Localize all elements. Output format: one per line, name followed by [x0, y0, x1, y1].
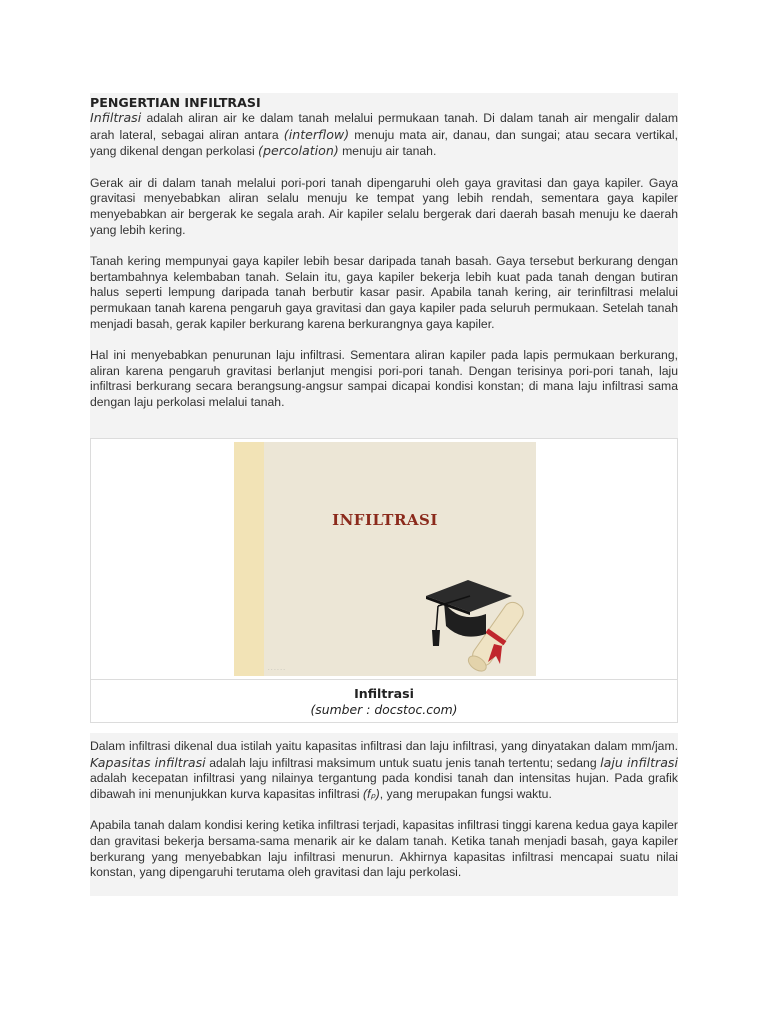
article-top-section — [90, 93, 678, 438]
paragraph-dry-soil: Tanah kering mempunyai gaya kapiler lebih besar daripada tanah basah. Gaya tersebut berkurang dengan bertambahnya kelembaban tanah. Selain itu, gaya kapiler bekerja lebih kuat pada tanah dengan butiran halus seperti lempung daripada tanah berbutir kasar pasir. Apabila tanah kering, air terinfiltrasi melalui permukaan tanah karena pengaruh gaya gravitasi dan gaya kapiler pada seluruh permukaan. Setelah tanah menjadi basah, gerak kapiler berkurang karena berkurangnya gaya kapiler. — [90, 254, 678, 331]
paragraph-capacity-rate — [90, 739, 678, 802]
paragraph-text: menuju mata air, danau, dan sungai; atau secara vertikal, yang dikenal dengan perkolasi — [90, 127, 678, 159]
caption-title: Infiltrasi — [354, 686, 414, 701]
paragraph-rate-decrease: Hal ini menyebabkan penurunan laju infiltrasi. Sementara aliran kapiler pada lapis permukaan berkurang, aliran karena pengaruh gravitasi berlanjut mengisi pori-pori tanah. Dengan terisinya pori-pori tanah, laju infiltrasi berkurang secara berangsung-angsur sampai dicapai kondisi konstan; di mana laju infiltrasi sama dengan laju perkolasi melalui tanah. — [90, 348, 678, 409]
paragraph-text: adalah aliran air ke dalam tanah melalui permukaan tanah. Di dalam tanah air mengalir dalam arah lateral, sebagai aliran antara — [90, 111, 678, 142]
term-kapasitas-infiltrasi: Kapasitas infiltrasi — [90, 754, 206, 770]
paragraph-text: adalah kecepatan infiltrasi yang nilainya tergantung pada kondisi tanah dan intensitas hujan. Pada grafik dibawah ini menunjukkan kurva kapasitas infiltrasi — [90, 771, 678, 801]
term-infiltrasi: Infiltrasi — [90, 110, 142, 125]
slide-title: INFILTRASI — [332, 511, 438, 529]
paragraph-text: adalah laju infiltrasi maksimum untuk suatu jenis tanah tertentu; sedang — [205, 755, 601, 770]
graduation-cap-icon — [424, 566, 536, 676]
paragraph-text: , yang merupakan fungsi waktu. — [379, 786, 552, 801]
paragraph-text: menuju air tanah. — [338, 144, 437, 159]
slide-footer-mark: · · · · · · — [268, 667, 285, 673]
figure-caption — [91, 679, 677, 722]
paragraph-dry-condition: Apabila tanah dalam kondisi kering ketika infiltrasi terjadi, kapasitas infiltrasi tinggi karena kedua gaya kapiler dan gravitasi bekerja bersama-sama menarik air ke dalam tanah. Ketika tanah menjadi basah, gaya kapiler berkurang yang menyebabkan laju infiltrasi menurun. Akhirnya kapasitas infiltrasi mencapai suatu nilai konstan, yang dipengaruhi terutama oleh gravitasi dan laju perkolasi. — [90, 818, 678, 880]
figure-infiltrasi — [90, 438, 678, 723]
slide-image — [234, 442, 536, 676]
term-laju-infiltrasi: laju infiltrasi — [600, 754, 678, 770]
term-percolation: (percolation) — [258, 143, 339, 159]
symbol-fp: (fₚ) — [363, 786, 380, 801]
paragraph-text: Dalam infiltrasi dikenal dua istilah yaitu kapasitas infiltrasi dan laju infiltrasi, yang dinyatakan dalam mm/jam. — [90, 739, 678, 753]
paragraph-definition — [90, 110, 678, 160]
paragraph-gravity-capillary: Gerak air di dalam tanah melalui pori-pori tanah dipengaruhi oleh gaya gravitasi dan gaya kapiler. Gaya gravitasi menyebabkan aliran selalu menuju ke tempat yang lebih rendah, sementara gaya kapiler menyebabkan air bergerak ke segala arah. Air kapiler selalu bergerak dari daerah basah menuju ke daerah yang lebih kering. — [90, 175, 678, 237]
article-bottom-section — [90, 733, 678, 896]
caption-source: (sumber : docstoc.com) — [310, 702, 458, 717]
term-interflow: (interflow) — [283, 126, 350, 142]
page-title: PENGERTIAN INFILTRASI — [90, 95, 261, 110]
slide-side-band — [234, 442, 264, 676]
